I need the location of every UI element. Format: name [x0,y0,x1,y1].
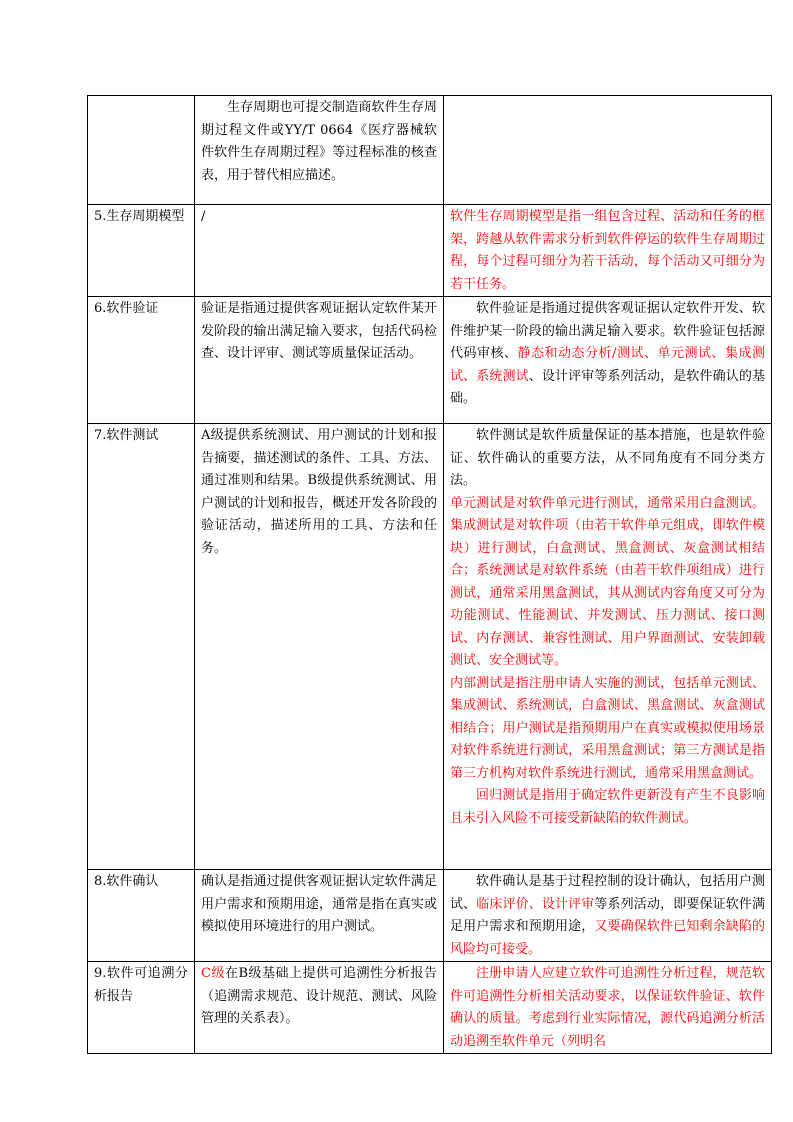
text-red: C级 [201,966,225,981]
table-row [88,870,772,962]
comparison-table [87,95,772,1054]
explanation-cell [444,962,772,1054]
table-row [88,962,772,1054]
row-label: 8.软件确认 [88,870,195,962]
explanation-cell [444,297,772,424]
text-black: 在B级基础上提供可追溯性分析报告（追溯需求规范、设计规范、测试、风险管理的关系表）。 [201,966,437,1026]
requirement-text: A级提供系统测试、用户测试的计划和报告摘要，描述测试的条件、工具、方法、通过准则和结果。B级提供系统测试、用户测试的计划和报告，概述开发各阶段的验证活动，描述所用的工具、方法和任务。 [201,428,437,556]
explanation-text [450,298,765,411]
table-row [88,96,772,205]
explanation-para-4: 回归测试是指用于确定软件更新没有产生不良影响且未引入风险不可接受新缺陷的软件测试。 [450,788,765,826]
explanation-para-1: 软件测试是软件质量保证的基本措施，也是软件验证、软件确认的重要方法，从不同角度有不同分类方法。 [450,428,765,488]
explanation-text: 软件生存周期模型是指一组包含过程、活动和任务的框架，跨越从软件需求分析到软件停运的软件生存周期过程，每个过程可细分为若干活动，每个活动又可细分为若干任务。 [450,209,765,292]
text-black: 软件验证是指通过提供客观证据认定软件开发、软件维护某一阶段的输出满足输入要求。软件验证包括源代码审核、 [450,301,765,361]
text-red: 临床评价、设计评审 [476,896,595,912]
requirement-text: 验证是指通过提供客观证据认定软件某开发阶段的输出满足输入要求，包括代码检查、设计评审、测试等质量保证活动。 [201,301,437,361]
table-row [88,205,772,297]
explanation-text [450,871,765,961]
explanation-para-2: 单元测试是对软件单元进行测试，通常采用白盒测试。 集成测试是对软件项（由若干软件单元组成，即软件模块）进行测试，白盒测试、黑盒测试、灰盒测试相结合；系统测试是对软件系统（由若干软件项组成）进行测试，通常采用黑盒测试，其从测试内容角度又可分为功能测试、性能测试、并发测试、压力测试、接口测试、内存测试、兼容性测试、用户界面测试、安装卸载测试、安全测试等。 [450,495,765,668]
requirement-text [201,963,437,1031]
row-label [88,96,195,205]
text-black: 软件确认是基于过程控制的设计确认，包括用户测试、 [450,874,765,912]
row-label: 9.软件可追溯分析报告 [88,962,195,1054]
text-black: 等系列活动，即要保证软件满足用户需求和预期用途， [450,896,765,934]
requirement-text: / [201,209,206,224]
explanation-cell [444,96,772,205]
table-row [88,297,772,424]
text-black: 、设计评审等系列活动，是软件确认的基础。 [450,368,765,406]
requirement-cell [195,205,444,297]
text-red: 静态和动态分析/测试、单元测试、集成测试、系统测试 [450,346,765,384]
row-label: 5.生存周期模型 [88,205,195,297]
explanation-cell [444,424,772,870]
requirement-text: 生存周期也可提交制造商软件生存周期过程文件或YY/T 0664《医疗器械软件软件生存周期过程》等过程标准的核查表，用于替代相应描述。 [201,100,437,183]
row-label: 7.软件测试 [88,424,195,870]
requirement-cell [195,870,444,962]
explanation-cell [444,870,772,962]
explanation-para-3: 内部测试是指注册申请人实施的测试，包括单元测试、集成测试、系统测试，白盒测试、黑盒测试、灰盒测试相结合；用户测试是指预期用户在真实或模拟使用场景对软件系统进行测试，采用黑盒测试；第三方测试是指第三方机构对软件系统进行测试，通常采用黑盒测试。 [450,675,765,781]
text-red: 又要确保软件已知剩余缺陷的风险均可接受。 [450,919,765,957]
row-label: 6.软件验证 [88,297,195,424]
explanation-text: 注册申请人应建立软件可追溯性分析过程，规范软件可追溯性分析相关活动要求，以保证软件验证、软件确认的质量。考虑到行业实际情况，源代码追溯分析活动追溯至软件单元（列明名 [450,966,765,1049]
requirement-cell [195,96,444,205]
explanation-cell [444,205,772,297]
requirement-text: 确认是指通过提供客观证据认定软件满足用户需求和预期用途，通常是指在真实或模拟使用环境进行的用户测试。 [201,874,437,934]
table-row [88,424,772,870]
requirement-cell [195,297,444,424]
requirement-cell [195,424,444,870]
requirement-cell [195,962,444,1054]
